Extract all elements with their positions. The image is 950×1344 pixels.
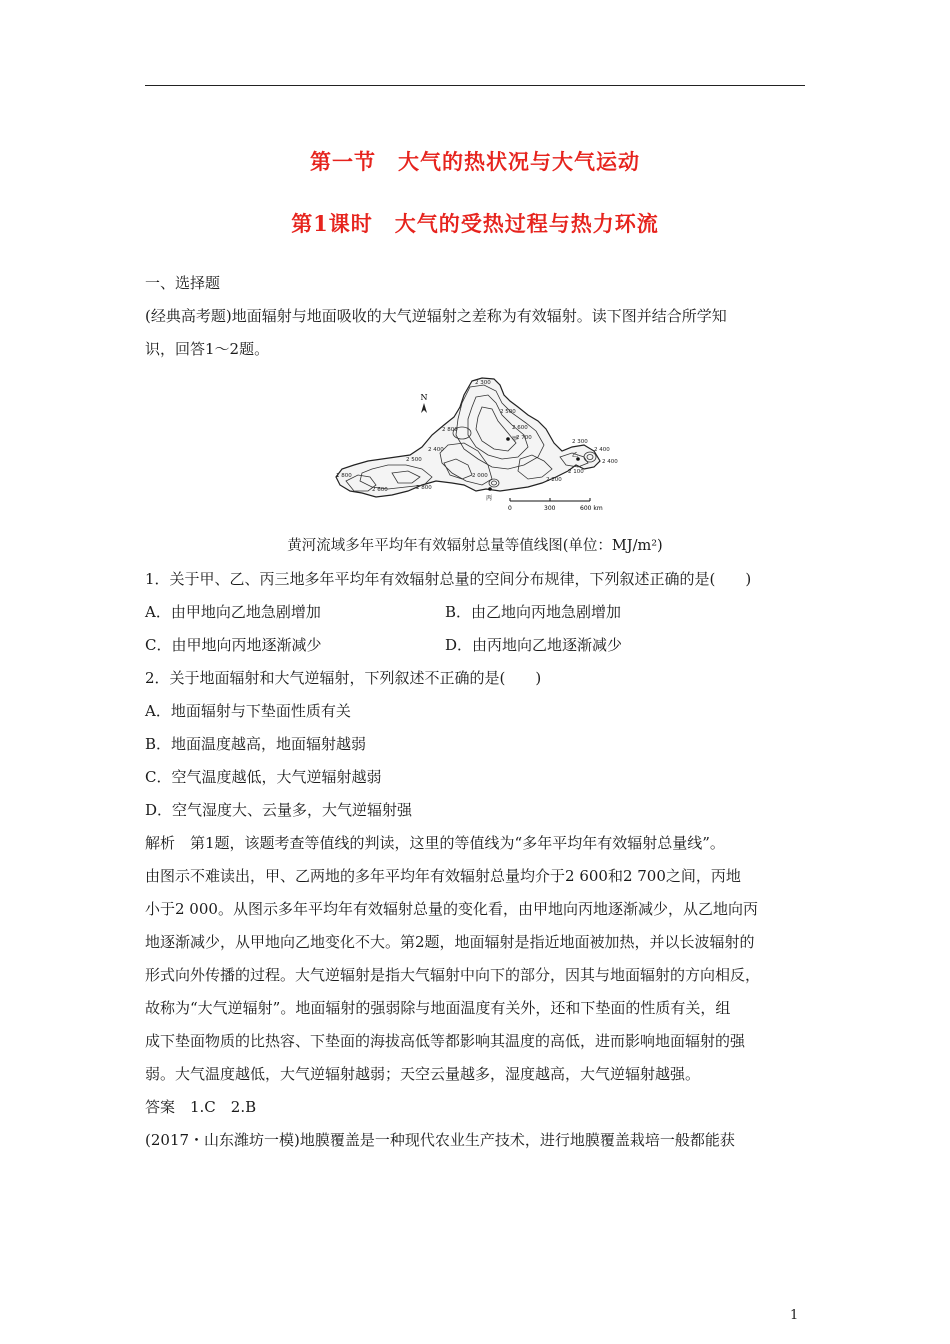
- analysis-line-7: 成下垫面物质的比热容、下垫面的海拔高低等都影响其温度的高低，进而影响地面辐射的强: [145, 1032, 746, 1050]
- q1-stem: 1．关于甲、乙、丙三地多年平均年有效辐射总量的空间分布规律，下列叙述正确的是( ): [145, 570, 752, 588]
- svg-text:丙: 丙: [486, 495, 493, 502]
- svg-text:300: 300: [544, 505, 556, 512]
- analysis-line-4: 地逐渐减少，从甲地向乙地变化不大。第2题，地面辐射是指近地面被加热，并以长波辐射的: [145, 933, 755, 951]
- intro-line-1: (经典高考题)地面辐射与地面吸收的大气逆辐射之差称为有效辐射。读下图并结合所学知: [145, 307, 727, 325]
- q1-option-d: D．由丙地向乙地逐渐减少: [445, 636, 623, 654]
- q2-option-a: A．地面辐射与下垫面性质有关: [145, 702, 351, 720]
- q2-option-b: B．地面温度越高，地面辐射越弱: [145, 735, 367, 753]
- analysis-line-6: 故称为“大气逆辐射”。地面辐射的强弱除与地面温度有关外，还和下垫面的性质有关，组: [145, 999, 731, 1017]
- north-arrow-icon: [421, 393, 428, 413]
- answer-line: 答案 1.C 2.B: [145, 1098, 257, 1116]
- analysis-line-2: 由图示不难读出，甲、乙两地的多年平均年有效辐射总量均介于2 600和2 700之间，丙地: [145, 867, 741, 885]
- intro-line-2: 识，回答1～2题。: [145, 340, 270, 358]
- figure-caption: 黄河流域多年平均年有效辐射总量等值线图(单位：MJ/m²): [287, 538, 663, 554]
- svg-text:1 800: 1 800: [336, 473, 352, 479]
- q1-option-b: B．由乙地向丙地急剧增加: [445, 603, 622, 621]
- section-title: 第一节 大气的热状况与大气运动: [310, 149, 640, 174]
- analysis-line-5: 形式向外传播的过程。大气逆辐射是指大气辐射中向下的部分，因其与地面辐射的方向相反，: [145, 966, 761, 984]
- contour-map-figure: [332, 373, 622, 513]
- svg-text:2 000: 2 000: [472, 473, 488, 479]
- svg-text:2 800: 2 800: [416, 485, 432, 491]
- svg-text:600 km: 600 km: [580, 505, 603, 512]
- svg-text:甲: 甲: [512, 436, 519, 443]
- svg-text:2 700: 2 700: [516, 435, 532, 441]
- svg-text:2 400: 2 400: [594, 447, 610, 453]
- svg-text:2 500: 2 500: [500, 409, 516, 415]
- svg-text:2 300: 2 300: [475, 380, 491, 386]
- q2-option-d: D．空气湿度大、云量多，大气逆辐射强: [145, 801, 413, 819]
- section-label: 一、选择题: [145, 274, 221, 292]
- next-question-intro: (2017・山东潍坊一模)地膜覆盖是一种现代农业生产技术，进行地膜覆盖栽培一般都能获: [145, 1131, 735, 1149]
- svg-text:2 300: 2 300: [572, 439, 588, 445]
- analysis-line-8: 弱。大气温度越低，大气逆辐射越弱；天空云量越多，湿度越高，大气逆辐射越强。: [145, 1065, 701, 1083]
- lesson-title: 第1课时 大气的受热过程与热力环流: [291, 211, 659, 236]
- svg-text:2 500: 2 500: [406, 457, 422, 463]
- svg-text:N: N: [420, 393, 428, 402]
- q1-option-a: A．由甲地向乙地急剧增加: [145, 603, 321, 621]
- q1-option-c: C．由甲地向丙地逐渐减少: [145, 636, 322, 654]
- svg-text:2 800: 2 800: [442, 427, 458, 433]
- svg-text:2 200: 2 200: [546, 477, 562, 483]
- scale-bar: [508, 498, 603, 512]
- analysis-line-3: 小于2 000。从图示多年平均年有效辐射总量的变化看，由甲地向丙地逐渐减少，从乙地向丙: [145, 900, 758, 918]
- svg-text:2 600: 2 600: [512, 425, 528, 431]
- svg-text:2 400: 2 400: [602, 459, 618, 465]
- svg-text:0: 0: [508, 505, 512, 512]
- header-rule: [145, 85, 805, 86]
- q2-stem: 2．关于地面辐射和大气逆辐射，下列叙述不正确的是( ): [145, 669, 542, 687]
- svg-text:2 600: 2 600: [372, 487, 388, 493]
- svg-text:2 100: 2 100: [568, 469, 584, 475]
- page-number: 1: [790, 1308, 799, 1323]
- svg-text:2 400: 2 400: [428, 447, 444, 453]
- q2-option-c: C．空气温度越低，大气逆辐射越弱: [145, 768, 382, 786]
- analysis-line-1: 解析 第1题，该题考查等值线的判读，这里的等值线为“多年平均年有效辐射总量线”。: [145, 834, 725, 852]
- svg-text:乙: 乙: [572, 452, 579, 459]
